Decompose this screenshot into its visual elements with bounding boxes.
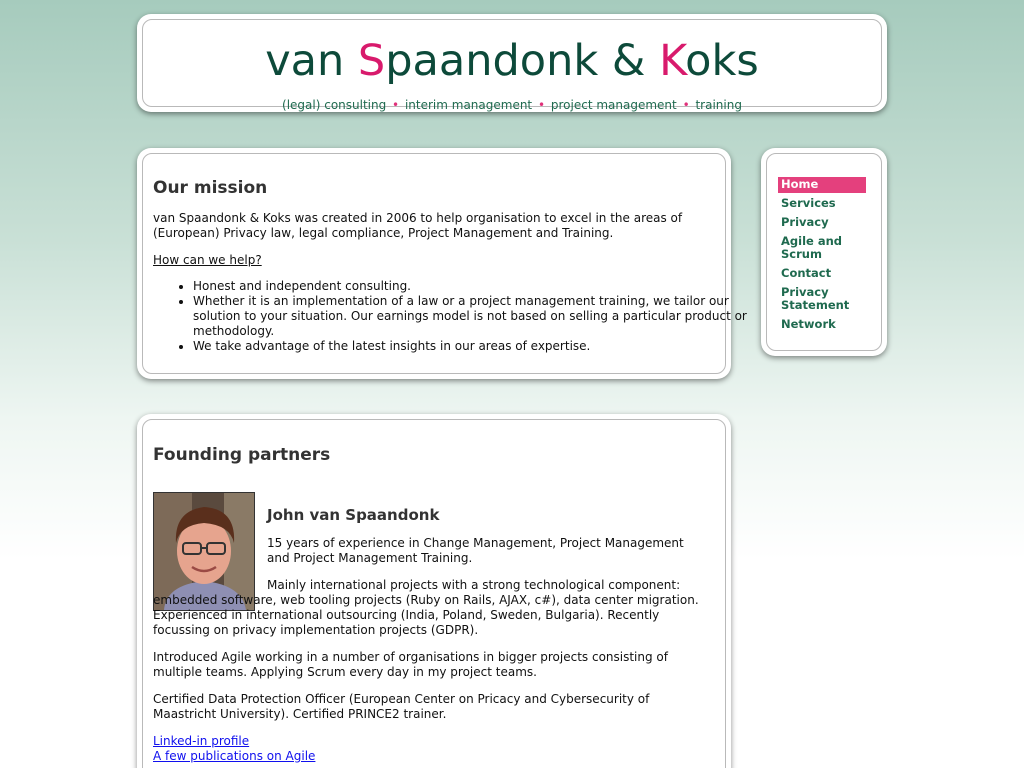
mission-card [137, 148, 747, 379]
partner-name: John van Spaandonk [267, 506, 440, 524]
mission-title: Our mission [153, 178, 268, 198]
partners-card [137, 414, 731, 768]
bullet-icon: • [392, 98, 400, 112]
tagline-item-consulting: (legal) consulting [282, 98, 387, 112]
nav-item-privacy[interactable]: Privacy [781, 215, 829, 229]
partner-bio-experience: 15 years of experience in Change Management, Project Management and Project Management Training. [267, 536, 684, 565]
tagline-item-project: project management [550, 98, 677, 112]
site-title[interactable] [137, 36, 887, 86]
site-header [137, 14, 887, 112]
title-accent-k: K [659, 36, 686, 86]
nav-item-agile-and-scrum[interactable]: Agile and Scrum [781, 234, 842, 261]
title-part-3: paandonk & [385, 36, 660, 86]
bullet-icon: • [537, 98, 546, 112]
title-accent-s: S [357, 36, 386, 86]
mission-list [153, 279, 753, 354]
linkedin-profile-link[interactable]: Linked-in profile [153, 734, 250, 748]
tagline-item-training: training [695, 98, 742, 112]
sidebar-nav [761, 148, 887, 356]
nav-list [778, 177, 866, 336]
bullet-icon: • [682, 98, 690, 112]
list-item: • Whether it is an implementation of a law or a project management training, we tailor our solution to your situation. Our earnings model is not based on selling a particular product or methodology. [193, 294, 753, 339]
partner-bio-agile: Introduced Agile working in a number of organisations in bigger projects consisting of multiple teams. Applying Scrum every day in my project teams. [153, 650, 668, 679]
nav-item-home[interactable]: Home [778, 177, 866, 193]
tagline-item-interim: interim management [404, 98, 533, 112]
list-item: • Honest and independent consulting. [193, 279, 753, 294]
partner-bio-projects: Mainly international projects with a strong technological component: embedded software, web tooling projects (Ruby on Rails, AJAX, c#), data center migration. Experienced in international outsourcing (India, Poland, Sweden, Bulgaria). Recently focussing on privacy implementation projects (GDPR). [153, 578, 699, 637]
title-part-1: van [265, 36, 358, 86]
agile-publications-link[interactable]: A few publications on Agile [153, 749, 316, 763]
how-can-we-help-link[interactable]: How can we help? [153, 253, 262, 267]
partner-bio-certifications: Certified Data Protection Officer (European Center on Pricacy and Cybersecurity of Maastricht University). Certified PRINCE2 trainer. [153, 692, 650, 721]
nav-item-services[interactable]: Services [781, 196, 836, 210]
list-item: • We take advantage of the latest insights in our areas of expertise. [193, 339, 753, 354]
tagline [137, 98, 887, 112]
nav-item-network[interactable]: Network [781, 317, 836, 331]
mission-text: van Spaandonk & Koks was created in 2006 to help organisation to excel in the areas of (European) Privacy law, legal compliance, Project Management and Training. [153, 211, 683, 240]
nav-item-privacy-statement[interactable]: Privacy Statement [781, 285, 850, 312]
partners-title: Founding partners [153, 445, 331, 465]
nav-item-contact[interactable]: Contact [781, 266, 832, 280]
title-part-5: oks [685, 36, 759, 86]
